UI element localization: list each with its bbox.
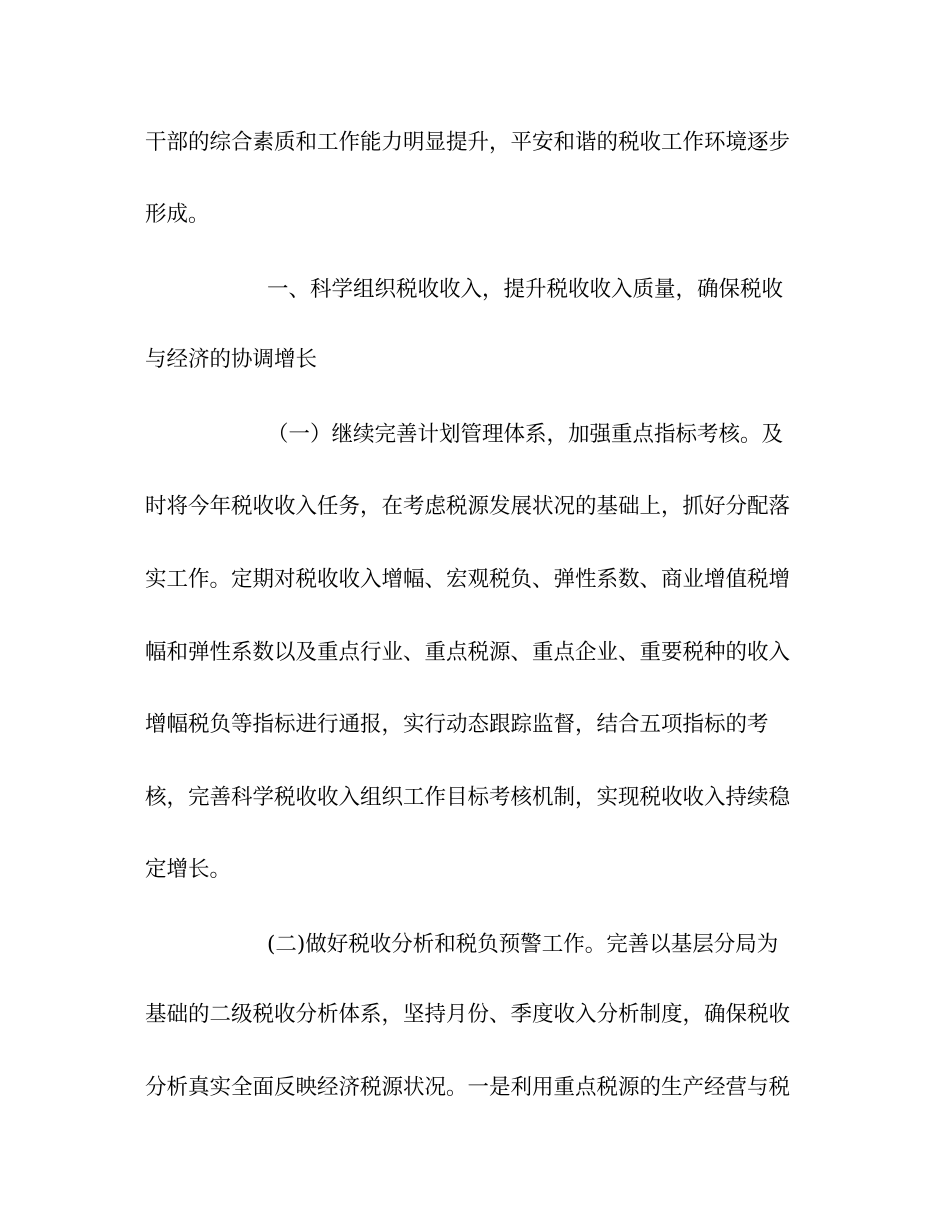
section-heading: 一、科学组织税收收入，提升税收收入质量，确保税收 <box>267 277 784 302</box>
text-line: 分析真实全面反映经济税源状况。一是利用重点税源的生产经营与税 <box>145 1075 791 1100</box>
text-line: 时将今年税收收入任务，在考虑税源发展状况的基础上，抓好分配落 <box>145 494 791 519</box>
section-heading-continued: 与经济的协调增长 <box>145 347 318 372</box>
text-line: 幅和弹性系数以及重点行业、重点税源、重点企业、重要税种的收入 <box>145 640 791 665</box>
text-line: 核，完善科学税收收入组织工作目标考核机制，实现税收收入持续稳 <box>145 785 791 810</box>
text-line: 定增长。 <box>145 857 232 882</box>
subsection-heading: （一）继续完善计划管理体系，加强重点指标考核。及 <box>267 422 784 447</box>
text-line: 基础的二级税收分析体系，坚持月份、季度收入分析制度，确保税收 <box>145 1002 791 1027</box>
subsection-heading: (二)做好税收分析和税负预警工作。完善以基层分局为 <box>267 932 779 957</box>
text-line: 形成。 <box>145 202 210 227</box>
text-line: 干部的综合素质和工作能力明显提升，平安和谐的税收工作环境逐步 <box>145 130 791 155</box>
text-line: 实工作。定期对税收收入增幅、宏观税负、弹性系数、商业增值税增 <box>145 567 791 592</box>
text-line: 增幅税负等指标进行通报，实行动态跟踪监督，结合五项指标的考 <box>145 712 769 737</box>
